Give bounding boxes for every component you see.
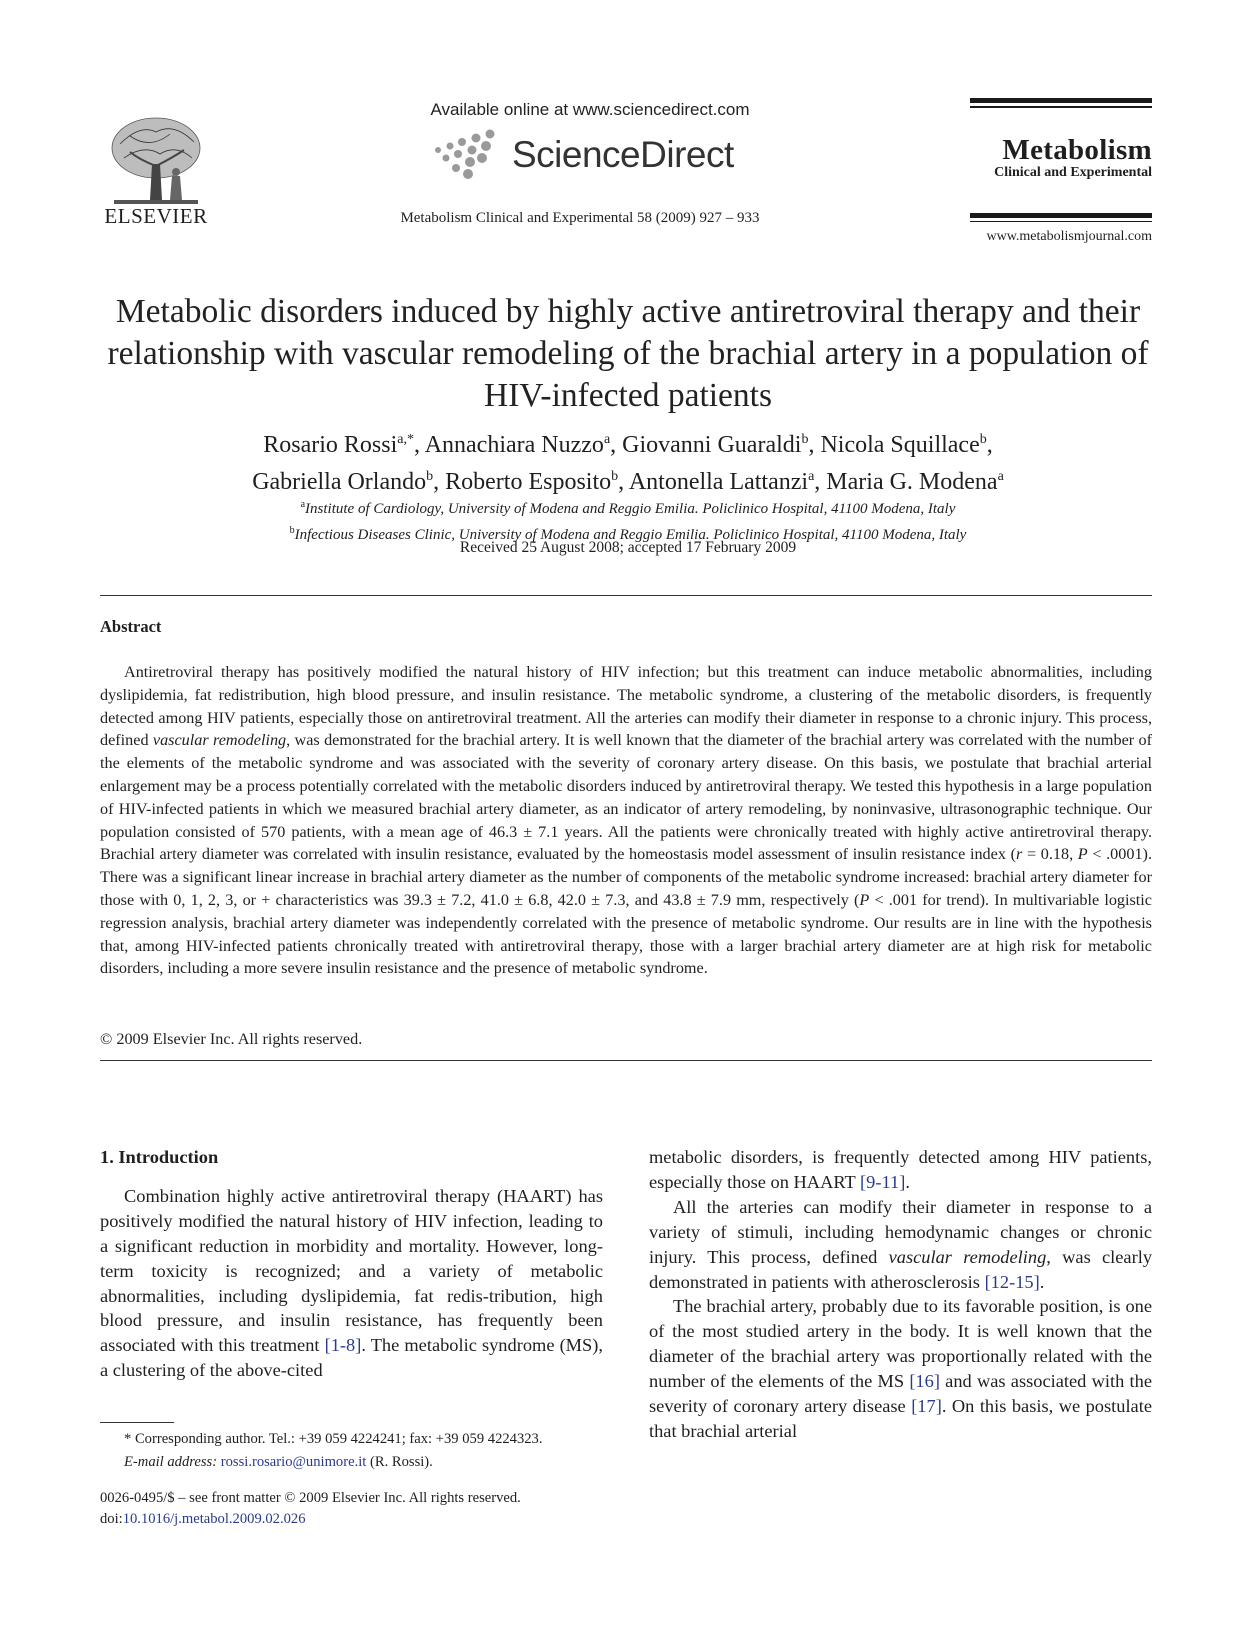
- paragraph: The brachial artery, probably due to its favorable position, is one of the most studied artery in the body. It is well known that the diameter of the brachial artery was proportionally related with the number of the elements of the MS [16] and was associated with the severity of coronary artery disease [17]. On this basis, we postulate that brachial arterial: [649, 1296, 1152, 1441]
- section-heading: 1. Introduction: [100, 1147, 219, 1167]
- abstract-text: Antiretroviral therapy has positively modified the natural history of HIV infection; but this treatment can induce metabolic abnormalities, including dyslipidemia, fat redistribution, high blood pressure, and insulin resistance. The metabolic syndrome, a clustering of the metabolic disorders, is frequently detected among HIV patients, especially those on antiretroviral treatment. All the arteries can modify their diameter in response to a chronic injury. This process, defined vascular remodeling, was demonstrated for the brachial artery. It is well known that the diameter of the brachial artery was correlated with the number of the elements of the metabolic syndrome and was associated with the severity of coronary artery disease. On this basis, we postulate that brachial arterial enlargement may be a process potentially correlated with the metabolic disorders induced by antiretroviral therapy. We tested this hypothesis in a large population of HIV-infected patients in which we measured brachial artery diameter, as an indicator of artery remodeling, by noninvasive, ultrasonographic technique. Our population consisted of 570 patients, with a mean age of 46.3 ± 7.1 years. All the patients were chronically treated with highly active antiretroviral therapy. Brachial artery diameter was correlated with insulin resistance, evaluated by the homeostasis model assessment of insulin resistance index (r = 0.18, P < .0001). There was a significant linear increase in brachial artery diameter as the number of components of the metabolic syndrome increased: brachial artery diameter for those with 0, 1, 2, 3, or + characteristics was 39.3 ± 7.2, 41.0 ± 6.8, 42.0 ± 7.3, and 43.8 ± 7.9 mm, respectively (P < .001 for trend). In multivariable logistic regression analysis, brachial artery diameter was independently correlated with the presence of metabolic syndrome. Our results are in line with the hypothesis that, among HIV-infected patients chronically treated with antiretroviral therapy, those with a larger brachial artery diameter are at high risk for metabolic disorders, including a more severe insulin resistance and the presence of metabolic syndrome.: [100, 663, 1152, 978]
- sciencedirect-dots-icon: [430, 128, 510, 188]
- sciencedirect-wordmark: ScienceDirect: [512, 134, 734, 175]
- footnote-rule: [100, 1422, 174, 1423]
- journal-subtitle: Clinical and Experimental: [994, 164, 1152, 180]
- left-column: [100, 1145, 603, 1383]
- author: Maria G. Modena$^a$: [826, 469, 1004, 495]
- author: Gabriella Orlando$^b$,: [252, 469, 446, 495]
- doi-line: doi:10.1016/j.metabol.2009.02.026: [100, 1511, 306, 1527]
- journal-citation: Metabolism Clinical and Experimental 58 (2009) 927 – 933: [400, 210, 760, 226]
- reference-link[interactable]: [12-15]: [984, 1271, 1040, 1292]
- reference-link[interactable]: [17]: [911, 1396, 942, 1417]
- journal-masthead: [970, 98, 1152, 245]
- sciencedirect-logo[interactable]: [430, 128, 760, 188]
- paragraph: metabolic disorders, is frequently detected among HIV patients, especially those on HAART [9-11].: [649, 1147, 1152, 1192]
- paragraph: Combination highly active antiretroviral therapy (HAART) has positively modified the natural history of HIV infection, leading to a significant reduction in morbidity and mortality. However, long-term toxicity is recognized; and a variety of metabolic abnormalities, including dyslipidemia, fat redis-tribution, high blood pressure, and insulin resistance, has frequently been associated with this treatment [1-8]. The metabolic syndrome (MS), a clustering of the above-cited: [100, 1185, 603, 1381]
- author: Annachiara Nuzzo$^a$,: [424, 432, 623, 458]
- reference-link[interactable]: [16]: [909, 1371, 940, 1392]
- email-link[interactable]: rossi.rosario@unimore.it: [220, 1453, 367, 1470]
- abstract-copyright: © 2009 Elsevier Inc. All rights reserved.: [100, 1030, 363, 1048]
- publisher-name: ELSEVIER: [104, 204, 208, 228]
- paragraph: All the arteries can modify their diameter in response to a variety of stimuli, including hemodynamic changes or chronic injury. This process, defined vascular remodeling, was clearly demonstrated in patients with atherosclerosis [12-15].: [649, 1196, 1153, 1292]
- email-line: E-mail address: rossi.rosario@unimore.it (R. Rossi).: [124, 1453, 433, 1470]
- issn-line: 0026-0495/$ – see front matter © 2009 Elsevier Inc. All rights reserved.: [100, 1490, 521, 1506]
- author: Rosario Rossi$^{a,*}$,: [263, 432, 425, 458]
- right-column: [649, 1145, 1152, 1444]
- article-title: Metabolic disorders induced by highly active antiretroviral therapy and their relationship with vascular remodeling of the brachial artery in a population of HIV-infected patients: [107, 293, 1149, 414]
- reference-link[interactable]: [9-11]: [860, 1171, 906, 1192]
- journal-url[interactable]: www.metabolismjournal.com: [986, 229, 1152, 244]
- footnote: [100, 1428, 603, 1474]
- received-dates: Received 25 August 2008; accepted 17 February 2009: [459, 539, 797, 556]
- corresponding-author: * Corresponding author. Tel.: +39 059 4224241; fax: +39 059 4224323.: [124, 1431, 543, 1447]
- masthead-rule: [970, 221, 1152, 223]
- reference-link[interactable]: [1-8]: [324, 1335, 362, 1356]
- author: Giovanni Guaraldi$^b$,: [622, 432, 821, 458]
- masthead-rule: [970, 106, 1152, 108]
- divider: [100, 1060, 1152, 1061]
- journal-title: Metabolism: [1002, 133, 1152, 166]
- affiliation: $^a$Institute of Cardiology, University of Modena and Reggio Emilia. Policlinico Hospital, 41100 Modena, Italy: [300, 499, 956, 517]
- author: Antonella Lattanzi$^a$,: [628, 469, 827, 495]
- issn-doi: [100, 1488, 620, 1530]
- masthead-rule: [970, 98, 1152, 103]
- available-online-text: Available online at www.sciencedirect.com: [430, 100, 750, 119]
- doi-link[interactable]: 10.1016/j.metabol.2009.02.026: [122, 1511, 306, 1527]
- author: Roberto Esposito$^b$,: [445, 469, 629, 495]
- abstract-heading: Abstract: [100, 617, 162, 636]
- author: Nicola Squillace$^b$,: [820, 432, 993, 458]
- author-list: [90, 424, 1166, 498]
- divider: [100, 595, 1152, 596]
- masthead-rule: [970, 213, 1152, 218]
- affiliation: $^b$Infectious Diseases Clinic, University of Modena and Reggio Emilia. Policlinico Hospital, 41100 Modena, Italy: [289, 525, 967, 543]
